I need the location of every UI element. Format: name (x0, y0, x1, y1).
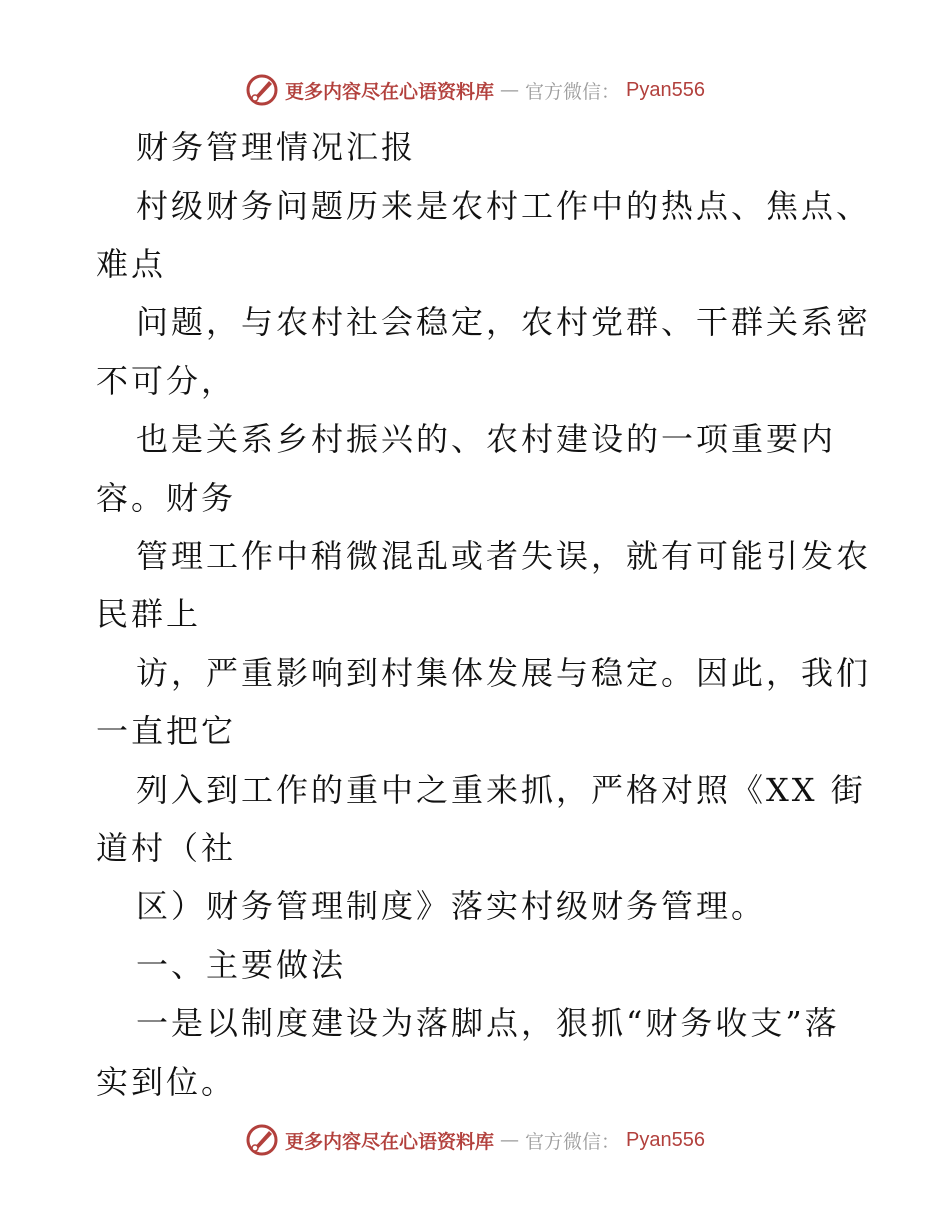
banner-wechat-id: Pyan556 (626, 78, 705, 101)
banner-wechat-label: 官方微信： (525, 1130, 621, 1153)
paragraph-line: 难点 (96, 245, 167, 283)
header-banner (0, 70, 950, 110)
paragraph-line: 容。财务 (96, 479, 237, 517)
paragraph-line: 民群上 (96, 595, 202, 633)
paragraph-line: 也是关系乡村振兴的、农村建设的一项重要内 (136, 420, 837, 458)
paragraph-line: 一是以制度建设为落脚点，狠抓“财务收支”落 (136, 1004, 840, 1042)
banner-wechat-label: 官方微信： (525, 80, 621, 103)
paragraph-line: 管理工作中稍微混乱或者失误，就有可能引发农 (136, 537, 872, 575)
paragraph-line: 问题，与农村社会稳定，农村党群、干群关系密 (136, 303, 872, 341)
quill-logo-icon (245, 1123, 279, 1157)
paragraph-line: 区）财务管理制度》落实村级财务管理。 (136, 887, 767, 925)
section-heading: 一、主要做法 (136, 946, 347, 984)
paragraph-line: 访，严重影响到村集体发展与稳定。因此，我们 (136, 654, 872, 692)
document-title: 财务管理情况汇报 (136, 128, 417, 166)
banner-wechat-id: Pyan556 (626, 1128, 705, 1151)
paragraph-line: 实到位。 (96, 1063, 237, 1101)
paragraph-line: 列入到工作的重中之重来抓，严格对照《XX 街 (136, 771, 866, 809)
banner-separator: — (500, 79, 520, 101)
banner-separator: — (500, 1129, 520, 1151)
paragraph-line: 村级财务问题历来是农村工作中的热点、焦点、 (136, 187, 872, 225)
paragraph-line: 一直把它 (96, 712, 237, 750)
quill-logo-icon (245, 73, 279, 107)
paragraph-line: 道村（社 (96, 829, 237, 867)
banner-text: 更多内容尽在心语资料库 (285, 1130, 495, 1153)
banner-text: 更多内容尽在心语资料库 (285, 80, 495, 103)
paragraph-line: 不可分， (96, 362, 237, 400)
footer-banner (0, 1120, 950, 1160)
